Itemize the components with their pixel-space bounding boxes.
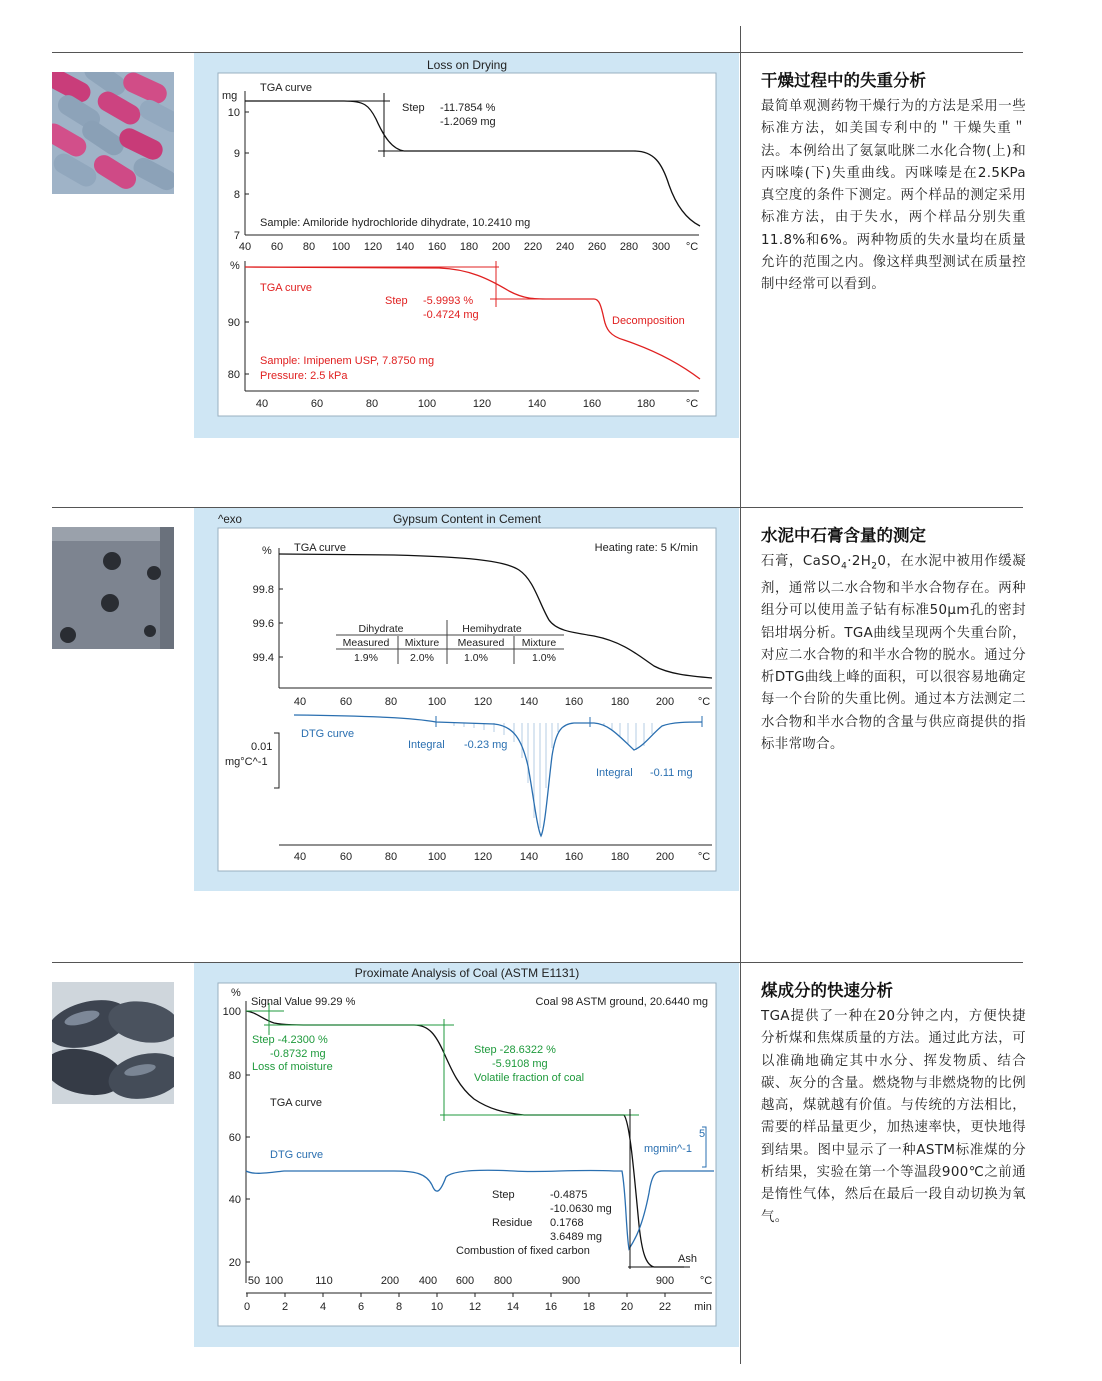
top-curve-label: TGA curve	[260, 82, 312, 94]
temp-tick: 100	[264, 1275, 284, 1287]
step3-pct: -0.4875	[550, 1189, 588, 1201]
tga-curve-label: TGA curve	[270, 1097, 322, 1109]
step3-mg: -10.0630 mg	[550, 1203, 612, 1215]
residue-pct: 0.1768	[550, 1217, 584, 1229]
table-value: 1.9%	[354, 652, 378, 664]
section-body: 最简单观测药物干燥行为的方法是采用一些标准方法，如美国专利中的＂干燥失重＂法。本例给出了氨氯吡脒二水化合物(上)和丙咪嗪(下)失重曲线。丙咪嗪是在2.5KPa真空度的条件下测定。两个样品的测定采用标准方法，由于失水，两个样品分别失重11.8%和6%。两种物质的失水量均在质量允许的范围之内。像这样典型测试在质量控制中经常可以看到。	[761, 99, 1026, 293]
bottom-unit: %	[230, 260, 240, 272]
section-coal	[761, 980, 1026, 1229]
tga-x-tick: 60	[339, 696, 353, 708]
dtg-x-tick: 160	[564, 851, 584, 863]
y-tick: 100	[222, 1006, 241, 1018]
table-header: Mixture	[521, 637, 557, 649]
column-divider	[740, 26, 741, 1364]
step1-desc: Loss of moisture	[252, 1061, 333, 1073]
dtg-scale-value: 5	[699, 1128, 706, 1140]
time-tick: 18	[582, 1301, 596, 1313]
dtg-x-tick: 40	[293, 851, 307, 863]
table-value: 1.0%	[464, 652, 488, 664]
bottom-x-tick: 60	[310, 398, 324, 410]
top-x-tick: °C	[685, 241, 699, 253]
step2-label: Step -28.6322 %	[474, 1044, 556, 1056]
time-tick: 10	[430, 1301, 444, 1313]
tga-x-tick: °C	[697, 696, 711, 708]
top-x-tick: 200	[491, 241, 511, 253]
dtg-x-tick: °C	[697, 851, 711, 863]
top-y-tick: 8	[233, 189, 240, 201]
step-label-red: Step	[385, 295, 408, 307]
dtg-scale-value: 0.01	[251, 741, 273, 753]
table-header: Measured	[342, 637, 390, 649]
temp-tick: 400	[418, 1275, 438, 1287]
tga-x-tick: 140	[519, 696, 539, 708]
top-x-tick: 120	[363, 241, 383, 253]
coal-analysis-chart	[194, 963, 739, 1347]
dtg-x-tick: 200	[655, 851, 675, 863]
section-body	[761, 551, 1026, 756]
temp-tick: 200	[380, 1275, 400, 1287]
body-text: 0，在水泥中被用作缓凝剂，通常以二水合物和半水合物存在。两种组分可以使用盖子钻有标准50μm孔的密封铝坩埚分析。TGA曲线呈现两个失重台阶，对应二水合物的和半水合物的脱水。通过分析DTG曲线上峰的面积，可以很容易地确定每一个台阶的失重比例。通过本方法测定二水合物和半水合物的含量与供应商提供的指标非常吻合。	[761, 554, 1026, 753]
temp-tick: 110	[315, 1275, 333, 1287]
dtg-x-tick: 80	[384, 851, 398, 863]
top-x-tick: 140	[395, 241, 415, 253]
body-subscript: 4	[841, 561, 848, 572]
top-x-tick: 260	[587, 241, 607, 253]
tga-x-tick: 200	[655, 696, 675, 708]
time-tick: 8	[395, 1301, 403, 1313]
time-tick: 14	[506, 1301, 520, 1313]
chart-frame	[218, 528, 716, 871]
dtg-curve-label: DTG curve	[270, 1149, 324, 1161]
table-group-dihydrate: Dihydrate	[358, 623, 404, 635]
bottom-x-tick: 120	[472, 398, 492, 410]
sample-label: Sample: Amiloride hydrochloride dihydrate, 10.2410 mg	[260, 217, 531, 229]
y-tick: 40	[228, 1194, 241, 1206]
bottom-x-tick: 40	[255, 398, 269, 410]
residue-mg: 3.6489 mg	[550, 1231, 602, 1243]
step-mg: -1.2069 mg	[440, 116, 496, 128]
loss-on-drying-panel	[194, 53, 739, 438]
sample-label-red: Sample: Imipenem USP, 7.8750 mg	[260, 355, 435, 367]
tga-x-tick: 100	[427, 696, 447, 708]
table-value: 1.0%	[532, 652, 556, 664]
top-x-tick: 180	[459, 241, 479, 253]
loss-on-drying-chart	[194, 53, 739, 438]
integral1-value: -0.23 mg	[464, 739, 508, 751]
tga-curve-label: TGA curve	[294, 542, 346, 554]
table-value: 2.0%	[410, 652, 434, 664]
top-x-tick: 280	[619, 241, 639, 253]
time-tick: 0	[243, 1301, 251, 1313]
bottom-x-tick: 160	[582, 398, 602, 410]
time-tick: 2	[281, 1301, 289, 1313]
tga-unit: %	[262, 545, 272, 557]
integral2-label: Integral	[596, 767, 633, 779]
dtg-scale-unit: mg°C^-1	[225, 756, 268, 768]
dtg-x-tick: 180	[610, 851, 630, 863]
time-tick: 4	[319, 1301, 327, 1313]
step1-mg: -0.8732 mg	[270, 1048, 326, 1060]
time-tick: 6	[357, 1301, 365, 1313]
bottom-y-tick: 90	[227, 317, 240, 329]
bottom-curve-label: TGA curve	[260, 282, 312, 294]
temp-tick: 900	[655, 1275, 675, 1287]
tga-x-tick: 40	[293, 696, 307, 708]
bottom-x-tick: 80	[365, 398, 379, 410]
chart-title: Gypsum Content in Cement	[392, 512, 542, 526]
chart-title: Loss on Drying	[426, 58, 508, 72]
unit-label: %	[231, 987, 241, 999]
top-x-tick: 80	[302, 241, 316, 253]
dtg-curve-label: DTG curve	[301, 728, 355, 740]
body-text: ·2H	[847, 554, 872, 569]
time-tick: min	[694, 1301, 712, 1313]
top-x-tick: 40	[238, 241, 252, 253]
section-title: 水泥中石膏含量的测定	[761, 526, 926, 545]
capsules-photo	[52, 72, 174, 194]
top-x-tick: 240	[555, 241, 575, 253]
bottom-y-tick: 80	[227, 369, 240, 381]
bottom-x-tick: 180	[636, 398, 656, 410]
bottom-x-tick: 140	[527, 398, 547, 410]
gypsum-content-panel	[194, 508, 739, 891]
dtg-x-tick: 120	[473, 851, 493, 863]
temp-tick: 900	[561, 1275, 581, 1287]
step3-label: Step	[492, 1189, 515, 1201]
table-group-hemihydrate: Hemihydrate	[462, 623, 522, 635]
residue-label: Residue	[492, 1217, 533, 1229]
ash-label: Ash	[678, 1253, 697, 1265]
top-x-tick: 60	[270, 241, 284, 253]
dtg-scale-unit: mgmin^-1	[644, 1143, 692, 1155]
y-tick: 80	[228, 1070, 241, 1082]
top-x-tick: 300	[651, 241, 671, 253]
top-y-tick: 10	[227, 107, 240, 119]
top-y-tick: 9	[233, 148, 240, 160]
integral1-label: Integral	[408, 739, 445, 751]
dtg-x-tick: 100	[427, 851, 447, 863]
chart-title: Proximate Analysis of Coal (ASTM E1131)	[354, 966, 580, 980]
tga-x-tick: 80	[384, 696, 398, 708]
decomposition-label: Decomposition	[612, 315, 685, 327]
exo-label: ^exo	[218, 514, 242, 526]
time-tick: 16	[544, 1301, 558, 1313]
integral2-value: -0.11 mg	[650, 767, 693, 779]
coal-analysis-panel	[194, 963, 739, 1347]
section-title: 煤成分的快速分析	[761, 981, 893, 1000]
body-text: 石膏，CaSO	[761, 554, 842, 569]
tga-x-tick: 120	[473, 696, 493, 708]
step-pct-red: -5.9993 %	[423, 295, 474, 307]
section-drying	[761, 70, 1026, 297]
coal-briquettes-photo	[52, 982, 174, 1104]
temp-tick: 50	[247, 1275, 261, 1287]
dtg-x-tick: 140	[519, 851, 539, 863]
body-subscript: 2	[871, 561, 878, 572]
bottom-x-tick: 100	[417, 398, 437, 410]
bottom-x-tick: °C	[685, 398, 699, 410]
temp-tick: °C	[699, 1275, 713, 1287]
tga-x-tick: 160	[564, 696, 584, 708]
heating-rate: Heating rate: 5 K/min	[594, 542, 698, 554]
time-tick: 12	[468, 1301, 482, 1313]
tga-x-tick: 180	[610, 696, 630, 708]
step-mg-red: -0.4724 mg	[423, 309, 479, 321]
y-tick: 60	[228, 1132, 241, 1144]
sample-label: Coal 98 ASTM ground, 20.6440 mg	[535, 996, 708, 1008]
step2-mg: -5.9108 mg	[492, 1058, 548, 1070]
top-x-tick: 160	[427, 241, 447, 253]
concrete-block-photo	[52, 527, 174, 649]
time-tick: 22	[658, 1301, 672, 1313]
time-tick: 20	[620, 1301, 634, 1313]
combustion-label: Combustion of fixed carbon	[456, 1245, 590, 1257]
temp-tick: 800	[493, 1275, 513, 1287]
dtg-x-tick: 60	[339, 851, 353, 863]
tga-y-tick: 99.4	[252, 652, 274, 664]
tga-y-tick: 99.8	[252, 584, 274, 596]
section-body: TGA提供了一种在20分钟之内，方便快捷分析煤和焦煤质量的方法。通过此方法，可以准确地确定其中水分、挥发物质、结合碳、灰分的含量。燃烧物与非燃烧物的比例越高，煤就越有价值。与传统的方法相比，需要的样品量更少，加热速率快，更快地得到结果。图中显示了一种ASTM标准煤的分析结果，实验在第一个等温段900℃之前通是惰性气体，然后在最后一段自动切换为氧气。	[761, 1009, 1026, 1225]
table-header: Measured	[457, 637, 505, 649]
top-y-tick: 7	[233, 230, 240, 242]
top-x-tick: 100	[331, 241, 351, 253]
section-gypsum	[761, 525, 1026, 756]
top-unit: mg	[222, 90, 238, 102]
temp-tick: 600	[455, 1275, 475, 1287]
section-title: 干燥过程中的失重分析	[761, 71, 926, 90]
y-tick: 20	[228, 1257, 241, 1269]
step1-label: Step -4.2300 %	[252, 1034, 328, 1046]
signal-value: Signal Value 99.29 %	[251, 996, 356, 1008]
gypsum-content-chart	[194, 508, 739, 891]
step-pct: -11.7854 %	[440, 102, 496, 114]
table-header: Mixture	[404, 637, 440, 649]
tga-y-tick: 99.6	[252, 618, 274, 630]
step-label: Step	[402, 102, 425, 114]
pressure-label: Pressure: 2.5 kPa	[260, 370, 348, 382]
step2-desc: Volatile fraction of coal	[474, 1072, 585, 1084]
top-x-tick: 220	[523, 241, 543, 253]
